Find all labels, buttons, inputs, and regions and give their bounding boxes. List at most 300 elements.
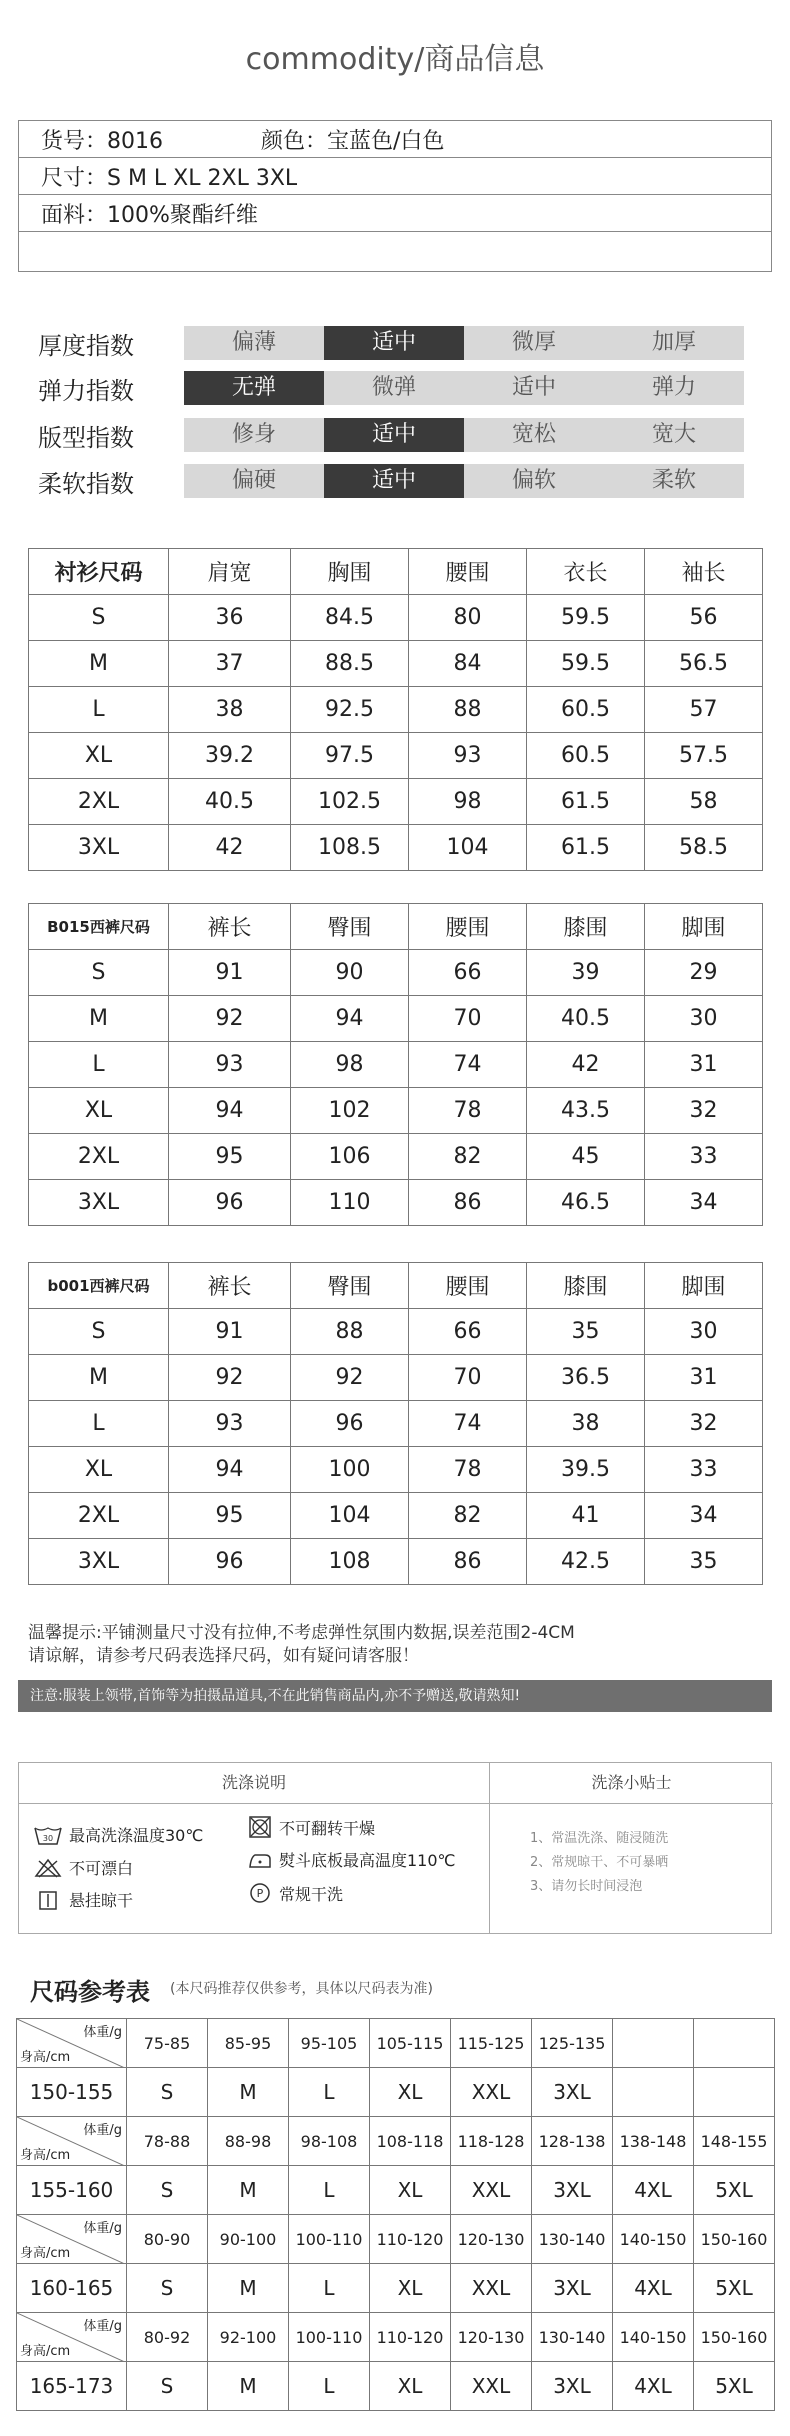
size-value: S (127, 2264, 208, 2313)
care-text: 不可漂白 (69, 1859, 134, 1878)
height-label: 身高/cm (20, 2344, 71, 2359)
info-row-2 (19, 158, 771, 195)
table-cell: 57 (645, 687, 763, 733)
index-option: 适中 (511, 375, 556, 400)
table-row (29, 1309, 763, 1355)
table-cell: 2XL (29, 1134, 169, 1180)
index-row (38, 326, 748, 360)
measure-tip-line2: 请谅解，请参考尺码表选择尺码，如有疑问请客服！ (28, 1646, 419, 1666)
table-cell: 108 (291, 1539, 409, 1585)
size-row (17, 2166, 775, 2215)
weight-height-header (17, 2215, 127, 2264)
weight-row (17, 2019, 775, 2068)
weight-range: 108-118 (370, 2117, 451, 2166)
table-cell: 74 (409, 1042, 527, 1088)
height-label: 身高/cm (20, 2148, 71, 2163)
table-cell: 42.5 (527, 1539, 645, 1585)
care-tip-2: 2、常规晾干、不可暴晒 (530, 1855, 669, 1870)
index-option: 偏软 (511, 468, 556, 493)
wash-30-icon (33, 1824, 63, 1846)
care-item-tumble (247, 1815, 375, 1839)
table-cell: 59.5 (527, 595, 645, 641)
table-cell: 31 (645, 1355, 763, 1401)
weight-row (17, 2215, 775, 2264)
size-ref-subtitle: (本尺码推荐仅供参考，具体以尺码表为准) (170, 1981, 433, 1997)
weight-label: 体重/g (83, 2025, 122, 2040)
no-tumble-dry-icon (247, 1815, 273, 1839)
table-cell: 97.5 (291, 733, 409, 779)
table-cell: 94 (291, 996, 409, 1042)
table-cell: 95 (169, 1134, 291, 1180)
index-row (38, 371, 748, 405)
product-info-box (18, 120, 772, 272)
size-value: 5XL (694, 2362, 775, 2411)
size-value: M (208, 2264, 289, 2313)
weight-range: 90-100 (208, 2215, 289, 2264)
table-row (29, 950, 763, 996)
table-cell: 58 (645, 779, 763, 825)
table-cell: 70 (409, 996, 527, 1042)
table-cell: 94 (169, 1088, 291, 1134)
care-tips-title: 洗涤小贴士 (489, 1763, 773, 1804)
column-header: 膝围 (527, 904, 645, 950)
care-item-bleach (33, 1856, 133, 1879)
care-tips (489, 1803, 773, 1934)
height-range: 155-160 (17, 2166, 127, 2215)
weight-range: 80-90 (127, 2215, 208, 2264)
table-cell: 32 (645, 1401, 763, 1447)
table-cell: 31 (645, 1042, 763, 1088)
size-ref-title: 尺码参考表 (30, 1978, 150, 2006)
weight-label: 体重/g (83, 2123, 122, 2138)
table-cell: M (29, 996, 169, 1042)
column-header: 臀围 (291, 1263, 409, 1309)
table-cell: 100 (291, 1447, 409, 1493)
index-option: 宽松 (511, 422, 556, 447)
table-header-row (29, 1263, 763, 1309)
weight-range: 120-130 (451, 2215, 532, 2264)
table-cell: 82 (409, 1493, 527, 1539)
table-cell: 86 (409, 1539, 527, 1585)
table-cell: 92 (169, 1355, 291, 1401)
table-cell: L (29, 1401, 169, 1447)
weight-range: 98-108 (289, 2117, 370, 2166)
table-cell: 39.2 (169, 733, 291, 779)
dry-clean-label: P (256, 1887, 264, 1900)
table-cell: 95 (169, 1493, 291, 1539)
index-option: 微厚 (511, 330, 556, 355)
column-header: b001西裤尺码 (29, 1263, 169, 1309)
table-cell: 59.5 (527, 641, 645, 687)
weight-range: 118-128 (451, 2117, 532, 2166)
table-cell: 56 (645, 595, 763, 641)
weight-range: 140-150 (613, 2313, 694, 2362)
table-cell: 80 (409, 595, 527, 641)
index-label: 版型指数 (38, 423, 134, 452)
index-scale (184, 418, 744, 452)
dry-clean-p-icon (247, 1881, 273, 1905)
care-text: 不可翻转干燥 (279, 1818, 376, 1838)
size-value: XXL (451, 2264, 532, 2313)
size-value: M (208, 2068, 289, 2117)
size-value: XL (370, 2362, 451, 2411)
table-row (29, 595, 763, 641)
weight-row (17, 2117, 775, 2166)
info-row-3 (19, 195, 771, 232)
table-cell: 66 (409, 950, 527, 996)
size-value: 5XL (694, 2264, 775, 2313)
table-cell: 88.5 (291, 641, 409, 687)
table-cell: 90 (291, 950, 409, 996)
table-cell: 94 (169, 1447, 291, 1493)
table-cell: 92 (169, 996, 291, 1042)
weight-range: 80-92 (127, 2313, 208, 2362)
table-row (29, 1088, 763, 1134)
table-cell: 35 (645, 1539, 763, 1585)
weight-range (613, 2019, 694, 2068)
index-label: 厚度指数 (38, 331, 134, 360)
table-cell: 108.5 (291, 825, 409, 871)
table-row (29, 687, 763, 733)
care-item-hang (33, 1888, 133, 1911)
size-value: 3XL (532, 2068, 613, 2117)
table-cell: 37 (169, 641, 291, 687)
table-cell: 92.5 (291, 687, 409, 733)
size-value: 4XL (613, 2362, 694, 2411)
hang-dry-icon (33, 1889, 63, 1911)
table-row (29, 825, 763, 871)
table-row (29, 779, 763, 825)
size-value (613, 2068, 694, 2117)
size-value: 4XL (613, 2166, 694, 2215)
weight-range: 85-95 (208, 2019, 289, 2068)
table-cell: 30 (645, 1309, 763, 1355)
index-label: 柔软指数 (38, 469, 134, 498)
table-cell: 57.5 (645, 733, 763, 779)
care-tip-3: 3、请勿长时间浸泡 (530, 1879, 643, 1894)
column-header: 腰围 (409, 1263, 527, 1309)
shirt-size-table (28, 548, 763, 871)
table-cell: 39.5 (527, 1447, 645, 1493)
table-cell: 43.5 (527, 1088, 645, 1134)
table-cell: 42 (527, 1042, 645, 1088)
index-row (38, 464, 748, 498)
size-value: 3XL (532, 2166, 613, 2215)
table-cell: 88 (409, 687, 527, 733)
table-cell: 46.5 (527, 1180, 645, 1226)
table-cell: 93 (169, 1401, 291, 1447)
table-cell: 98 (409, 779, 527, 825)
info-row-empty (19, 232, 771, 268)
weight-range: 95-105 (289, 2019, 370, 2068)
no-bleach-icon (33, 1857, 63, 1879)
size-value: S (127, 2068, 208, 2117)
table-header-row (29, 904, 763, 950)
table-cell: 104 (409, 825, 527, 871)
weight-range: 100-110 (289, 2313, 370, 2362)
item-fabric: 面料：100%聚酯纤维 (41, 202, 258, 228)
table-cell: 36 (169, 595, 291, 641)
index-label: 弹力指数 (38, 376, 134, 405)
table-cell: 110 (291, 1180, 409, 1226)
size-value: L (289, 2362, 370, 2411)
table-cell: 91 (169, 1309, 291, 1355)
index-option: 偏薄 (231, 330, 276, 355)
item-number: 货号：8016 (41, 128, 163, 154)
column-header: 腰围 (409, 549, 527, 595)
measure-tip-line1: 温馨提示:平铺测量尺寸没有拉伸,不考虑弹性氛围内数据,误差范围2-4CM (28, 1623, 575, 1643)
size-value: L (289, 2264, 370, 2313)
height-label: 身高/cm (20, 2050, 71, 2065)
table-cell: 98 (291, 1042, 409, 1088)
weight-range: 110-120 (370, 2313, 451, 2362)
weight-height-header (17, 2117, 127, 2166)
height-range: 150-155 (17, 2068, 127, 2117)
table-cell: L (29, 1042, 169, 1088)
index-option-selected: 适中 (324, 464, 464, 498)
table-cell: 74 (409, 1401, 527, 1447)
size-row (17, 2264, 775, 2313)
size-row (17, 2068, 775, 2117)
size-value: XL (370, 2068, 451, 2117)
table-cell: 66 (409, 1309, 527, 1355)
weight-range: 100-110 (289, 2215, 370, 2264)
index-scale (184, 464, 744, 498)
table-row (29, 733, 763, 779)
table-cell: 30 (645, 996, 763, 1042)
care-item-iron (247, 1848, 456, 1871)
table-cell: 106 (291, 1134, 409, 1180)
table-cell: 86 (409, 1180, 527, 1226)
weight-range: 75-85 (127, 2019, 208, 2068)
item-color: 颜色：宝蓝色/白色 (261, 128, 445, 154)
weight-height-header (17, 2313, 127, 2362)
weight-label: 体重/g (83, 2319, 122, 2334)
table-cell: 92 (291, 1355, 409, 1401)
size-value: M (208, 2362, 289, 2411)
index-option: 偏硬 (231, 468, 276, 493)
table-cell: 102 (291, 1088, 409, 1134)
care-text: 悬挂晾干 (69, 1891, 134, 1910)
size-value: L (289, 2068, 370, 2117)
index-option: 微弹 (371, 375, 416, 400)
index-option-selected: 适中 (324, 326, 464, 360)
table-cell: M (29, 1355, 169, 1401)
weight-height-header (17, 2019, 127, 2068)
care-text: 熨斗底板最高温度110℃ (279, 1851, 456, 1870)
size-value: XXL (451, 2068, 532, 2117)
table-cell: 58.5 (645, 825, 763, 871)
table-row (29, 996, 763, 1042)
size-value: 3XL (532, 2264, 613, 2313)
height-range: 165-173 (17, 2362, 127, 2411)
table-cell: 61.5 (527, 825, 645, 871)
table-cell: 45 (527, 1134, 645, 1180)
column-header: 脚围 (645, 904, 763, 950)
weight-range: 150-160 (694, 2215, 775, 2264)
weight-range: 138-148 (613, 2117, 694, 2166)
index-option-selected: 适中 (324, 418, 464, 452)
table-row (29, 1447, 763, 1493)
column-header: 衬衫尺码 (29, 549, 169, 595)
index-row (38, 418, 748, 452)
notice-banner: 注意:服装上领带,首饰等为拍摄品道具,不在此销售商品内,亦不予赠送,敬请熟知! (18, 1680, 772, 1712)
weight-range: 150-160 (694, 2313, 775, 2362)
table-cell: M (29, 641, 169, 687)
size-reference-table (16, 2018, 775, 2411)
column-header: 臀围 (291, 904, 409, 950)
table-cell: 60.5 (527, 733, 645, 779)
table-cell: 102.5 (291, 779, 409, 825)
column-header: 肩宽 (169, 549, 291, 595)
size-value: XL (370, 2166, 451, 2215)
table-cell: 3XL (29, 1180, 169, 1226)
table-cell: S (29, 950, 169, 996)
index-scale (184, 326, 744, 360)
weight-range: 125-135 (532, 2019, 613, 2068)
height-range: 160-165 (17, 2264, 127, 2313)
weight-row (17, 2313, 775, 2362)
care-title: 洗涤说明 (19, 1763, 489, 1804)
weight-range: 92-100 (208, 2313, 289, 2362)
size-value: S (127, 2166, 208, 2215)
table-cell: 84 (409, 641, 527, 687)
table-cell: 60.5 (527, 687, 645, 733)
table-row (29, 1493, 763, 1539)
care-text: 最高洗涤温度30℃ (69, 1826, 204, 1845)
table-cell: 96 (169, 1180, 291, 1226)
weight-range: 128-138 (532, 2117, 613, 2166)
item-sizes: 尺寸：S M L XL 2XL 3XL (41, 165, 298, 191)
weight-range: 130-140 (532, 2215, 613, 2264)
pants-b015-size-table (28, 903, 763, 1226)
table-row (29, 1180, 763, 1226)
size-value: M (208, 2166, 289, 2215)
table-cell: L (29, 687, 169, 733)
care-section (18, 1762, 772, 1934)
table-cell: 88 (291, 1309, 409, 1355)
table-cell: 34 (645, 1180, 763, 1226)
table-cell: 3XL (29, 1539, 169, 1585)
size-value: 5XL (694, 2166, 775, 2215)
index-option-selected: 无弹 (184, 371, 324, 405)
weight-range: 115-125 (451, 2019, 532, 2068)
table-cell: 33 (645, 1447, 763, 1493)
index-option: 柔软 (651, 468, 696, 493)
table-cell: 38 (169, 687, 291, 733)
height-label: 身高/cm (20, 2246, 71, 2261)
table-row (29, 1134, 763, 1180)
weight-range: 130-140 (532, 2313, 613, 2362)
size-value: S (127, 2362, 208, 2411)
table-cell: 34 (645, 1493, 763, 1539)
table-cell: 96 (291, 1401, 409, 1447)
table-header-row (29, 549, 763, 595)
table-row (29, 1401, 763, 1447)
table-cell: XL (29, 1447, 169, 1493)
iron-icon (247, 1849, 273, 1871)
care-tip-1: 1、常温洗涤、随浸随洗 (530, 1831, 669, 1846)
weight-range: 78-88 (127, 2117, 208, 2166)
column-header: 袖长 (645, 549, 763, 595)
index-option: 加厚 (651, 330, 696, 355)
table-cell: 32 (645, 1088, 763, 1134)
table-cell: 35 (527, 1309, 645, 1355)
table-cell: 96 (169, 1539, 291, 1585)
weight-range (694, 2019, 775, 2068)
table-cell: 3XL (29, 825, 169, 871)
weight-range: 105-115 (370, 2019, 451, 2068)
table-cell: 56.5 (645, 641, 763, 687)
size-value: XXL (451, 2362, 532, 2411)
size-value (694, 2068, 775, 2117)
table-cell: 84.5 (291, 595, 409, 641)
table-cell: S (29, 1309, 169, 1355)
column-header: 腰围 (409, 904, 527, 950)
index-option: 修身 (231, 422, 276, 447)
table-row (29, 1539, 763, 1585)
column-header: 膝围 (527, 1263, 645, 1309)
column-header: 裤长 (169, 1263, 291, 1309)
column-header: 裤长 (169, 904, 291, 950)
weight-range: 140-150 (613, 2215, 694, 2264)
size-value: L (289, 2166, 370, 2215)
size-value: 4XL (613, 2264, 694, 2313)
index-option: 宽大 (651, 422, 696, 447)
table-row (29, 1355, 763, 1401)
care-item-wash (33, 1823, 203, 1846)
table-cell: 38 (527, 1401, 645, 1447)
table-row (29, 1042, 763, 1088)
info-row-1 (19, 121, 771, 158)
care-item-dryclean (247, 1881, 343, 1905)
size-value: XXL (451, 2166, 532, 2215)
index-scale (184, 371, 744, 405)
table-cell: 104 (291, 1493, 409, 1539)
table-cell: 93 (409, 733, 527, 779)
column-header: 脚围 (645, 1263, 763, 1309)
table-row (29, 641, 763, 687)
column-header: B015西裤尺码 (29, 904, 169, 950)
care-text: 常规干洗 (279, 1884, 344, 1904)
table-cell: 91 (169, 950, 291, 996)
weight-range: 148-155 (694, 2117, 775, 2166)
page-title: commodity/商品信息 (245, 42, 545, 77)
table-cell: 2XL (29, 1493, 169, 1539)
pants-b001-size-table (28, 1262, 763, 1585)
table-cell: XL (29, 733, 169, 779)
table-cell: 29 (645, 950, 763, 996)
table-cell: 78 (409, 1088, 527, 1134)
table-cell: 70 (409, 1355, 527, 1401)
weight-label: 体重/g (83, 2221, 122, 2236)
size-value: XL (370, 2264, 451, 2313)
table-cell: 33 (645, 1134, 763, 1180)
table-cell: 40.5 (527, 996, 645, 1042)
table-cell: XL (29, 1088, 169, 1134)
table-cell: 41 (527, 1493, 645, 1539)
table-cell: 42 (169, 825, 291, 871)
table-cell: 61.5 (527, 779, 645, 825)
table-cell: 40.5 (169, 779, 291, 825)
table-cell: 39 (527, 950, 645, 996)
weight-range: 110-120 (370, 2215, 451, 2264)
size-row (17, 2362, 775, 2411)
wash-temp-label: 30 (42, 1833, 54, 1843)
weight-range: 88-98 (208, 2117, 289, 2166)
column-header: 胸围 (291, 549, 409, 595)
table-cell: 36.5 (527, 1355, 645, 1401)
